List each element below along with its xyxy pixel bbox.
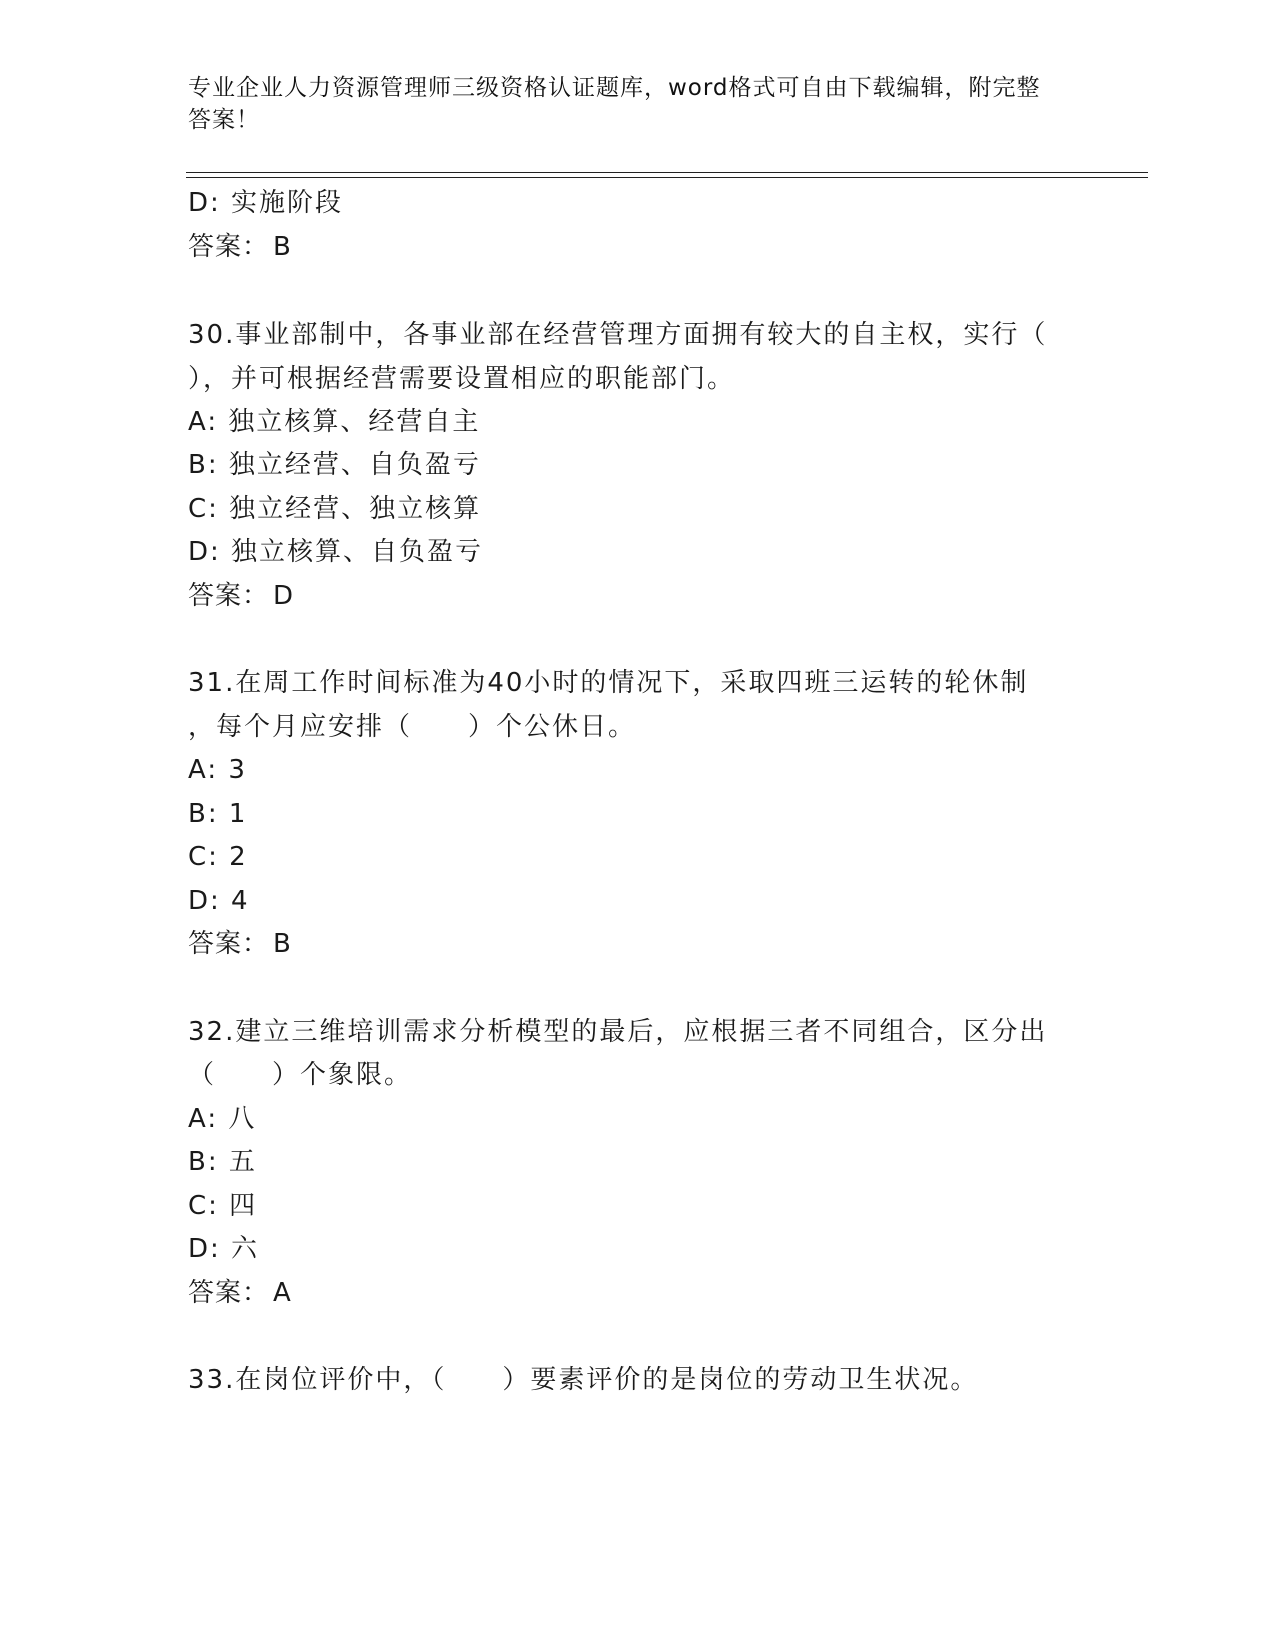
q31-option-c: C: 2 bbox=[188, 842, 248, 872]
q31-answer bbox=[188, 927, 292, 961]
q32-option-c: C: 四 bbox=[188, 1191, 258, 1221]
answer-label: 答案： bbox=[188, 1278, 270, 1308]
q31-option-a: A: 3 bbox=[188, 755, 247, 785]
header-divider-bottom bbox=[186, 177, 1148, 178]
answer-value: A bbox=[273, 1278, 292, 1308]
q29-answer bbox=[188, 230, 292, 264]
q32-option-a: A: 八 bbox=[188, 1104, 257, 1134]
q30-question-line-1: 30.事业部制中，各事业部在经营管理方面拥有较大的自主权，实行（ bbox=[188, 320, 1048, 350]
q30-option-b: B: 独立经营、自负盈亏 bbox=[188, 450, 481, 480]
q32-option-b: B: 五 bbox=[188, 1147, 257, 1177]
q32-question-line-2: （ ）个象限。 bbox=[188, 1060, 413, 1090]
answer-label: 答案： bbox=[188, 929, 270, 959]
answer-label: 答案： bbox=[188, 581, 270, 611]
q32-option-d: D: 六 bbox=[188, 1234, 260, 1264]
q31-option-d: D: 4 bbox=[188, 886, 250, 916]
q30-option-c: C: 独立经营、独立核算 bbox=[188, 494, 482, 524]
q31-question-line-2: ，每个月应安排（ ）个公休日。 bbox=[188, 712, 637, 742]
q33-question-line-1: 33.在岗位评价中，（ ）要素评价的是岗位的劳动卫生状况。 bbox=[188, 1365, 979, 1395]
q30-option-d: D: 独立核算、自负盈亏 bbox=[188, 537, 484, 567]
q30-option-a: A: 独立核算、经营自主 bbox=[188, 407, 481, 437]
q30-answer bbox=[188, 579, 294, 613]
q30-question-line-2: ），并可根据经营需要设置相应的职能部门。 bbox=[188, 364, 736, 394]
header-title-line-1: 专业企业人力资源管理师三级资格认证题库，word格式可自由下载编辑，附完整 bbox=[188, 75, 1041, 101]
header-divider-top bbox=[186, 172, 1148, 173]
answer-value: B bbox=[273, 929, 292, 959]
header-title-line-2: 答案！ bbox=[188, 107, 260, 133]
q31-question-line-1: 31.在周工作时间标准为40小时的情况下，采取四班三运转的轮休制 bbox=[188, 668, 1029, 698]
answer-label: 答案： bbox=[188, 232, 270, 262]
q29-option-d: D: 实施阶段 bbox=[188, 188, 344, 218]
q32-question-line-1: 32.建立三维培训需求分析模型的最后，应根据三者不同组合，区分出 bbox=[188, 1017, 1048, 1047]
q32-answer bbox=[188, 1276, 292, 1310]
answer-value: D bbox=[273, 581, 295, 611]
answer-value: B bbox=[273, 232, 292, 262]
q31-option-b: B: 1 bbox=[188, 799, 248, 829]
